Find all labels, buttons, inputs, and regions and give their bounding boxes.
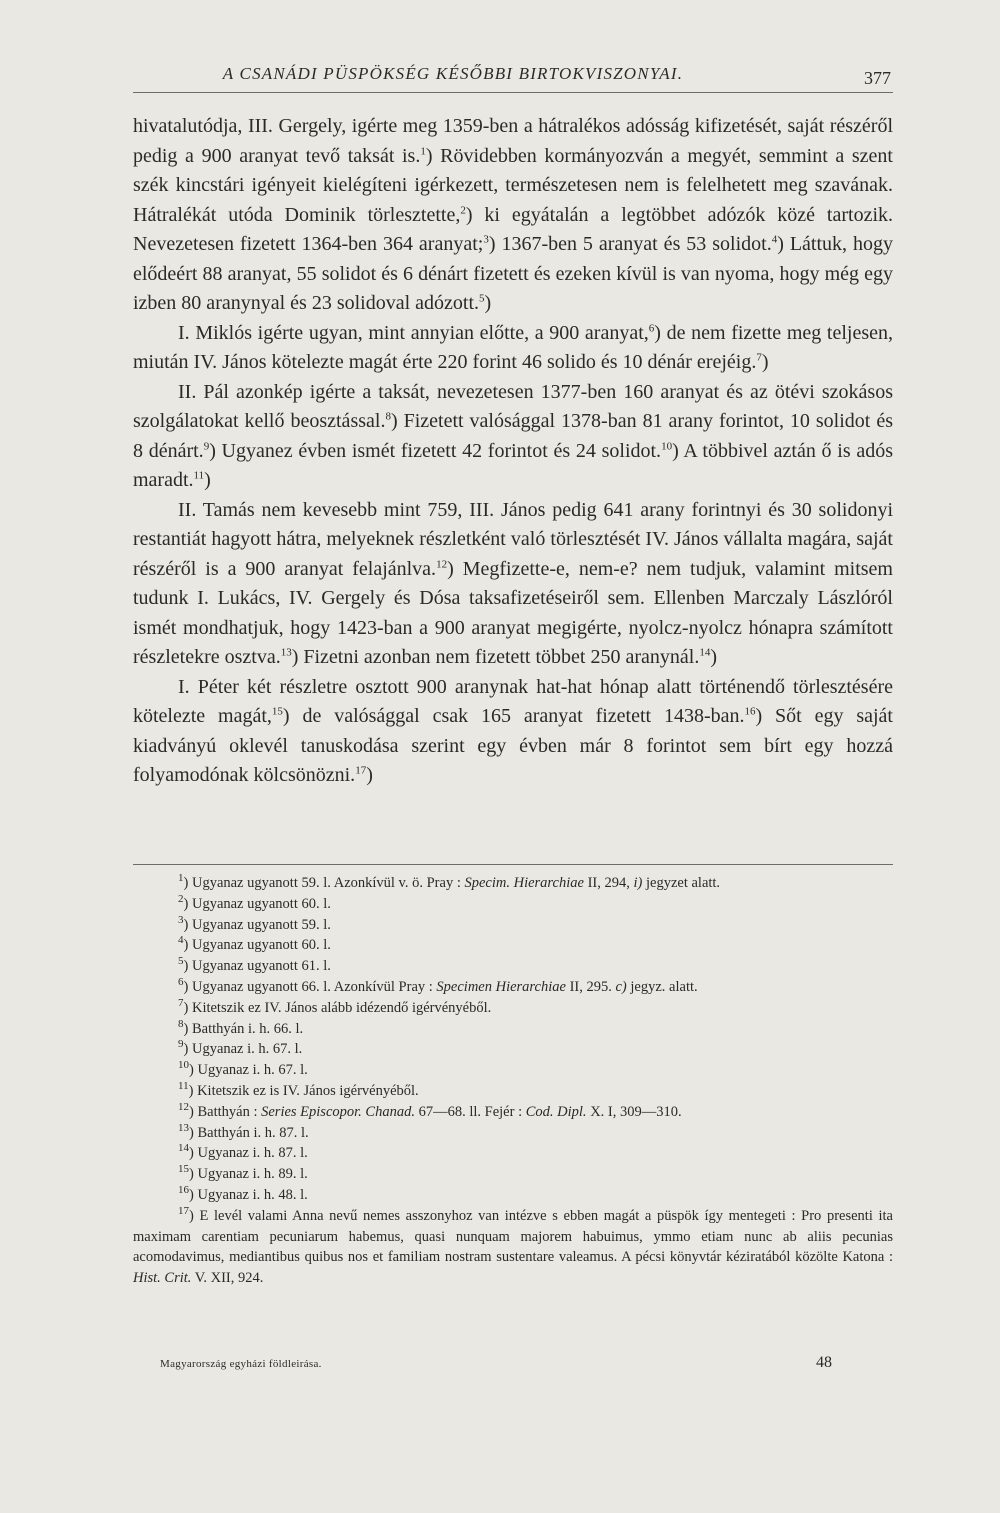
footnote-text: Ugyanaz ugyanott 59. l. Azonkívül v. ö. Pray : xyxy=(191,875,465,891)
text-run: I. Péter két részletre osztott 900 aranynak hat-hat hónap alatt történendő törlesztésére kötelezte magát, xyxy=(133,675,893,727)
footnote-ref: 1 xyxy=(420,144,426,157)
footnote-ref: 2 xyxy=(460,203,466,216)
text-run: hivatalutódja, III. Gergely, igérte meg 1359-ben a hátralékos adósság kifizetését, saját részéről pedig a 900 aranyat tevő taksát is. xyxy=(133,115,893,167)
footnote-ref: 13 xyxy=(280,646,292,659)
text-run: ) de nem fizette meg teljesen, miután IV. János kötelezte magát érte 220 forint 46 solido és 10 dénár erejéig. xyxy=(133,321,894,373)
footnote-text: Batthyán i. h. 87. l. xyxy=(197,1124,309,1141)
signature-mark: 48 xyxy=(816,1354,832,1371)
footnote-number: 10 xyxy=(178,1059,189,1072)
footnote-number: 1 xyxy=(178,872,184,885)
text-run: ) Ugyanez évben ismét fizetett 42 forintot és 24 solidot. xyxy=(209,439,662,462)
footnote-number: 7 xyxy=(178,996,184,1009)
footnote-text: Ugyanaz i. h. 48. l. xyxy=(197,1186,308,1203)
footnote-text: V. XII, 924. xyxy=(191,1270,264,1287)
footnote-divider xyxy=(133,864,893,865)
footnote-text: jegyz. alatt. xyxy=(626,978,698,995)
text-run: ) Láttuk, hogy elődeért 88 aranyat, 55 solidot és 6 dénárt fizetett és ezeken kívül is van nyoma, hogy még egy izben 80 aranynyal és 23 solidoval adózott. xyxy=(133,233,893,314)
footnote-ref: 15 xyxy=(271,705,283,718)
footnote-text: E levél valami Anna nevű nemes asszonyhoz van intézve s ebben magát a püspök így mentegeti : Pro presenti ita maximam carentiam pecuniarum habemus, quasi nunquam majorem habuimus, ymmo etiam nunc ab aliis pecunias acomodavimus, mediantibus quibus nos et familiam nostram sustentare valeamus. A pécsi könyvtár kéziratából közölte Katona : xyxy=(133,1207,893,1266)
footnote: $^{10}$) Ugyanaz i. h. 67. l. xyxy=(178,1059,308,1079)
page-number: 377 xyxy=(864,68,891,88)
footnote-ref: 4 xyxy=(771,233,778,246)
footnote-ref: 17 xyxy=(355,764,367,777)
footnote-number: 3 xyxy=(178,913,184,926)
footnote-text: X. I, 309—310. xyxy=(586,1103,682,1120)
footnote-text: Batthyán : xyxy=(197,1103,262,1120)
text-run: ) A többivel aztán ő is adós maradt. xyxy=(133,439,893,491)
paragraph-2 xyxy=(133,319,893,378)
footer-book-title: Magyarország egyházi földleirása. xyxy=(160,1358,322,1370)
footnote: $^4$) Ugyanaz ugyanott 60. l. xyxy=(178,934,331,954)
footnote-italic: Cod. Dipl. xyxy=(525,1103,587,1120)
footnote: $^{16}$) Ugyanaz i. h. 48. l. xyxy=(178,1184,308,1203)
footnote: $^{15}$) Ugyanaz i. h. 89. l. xyxy=(178,1163,308,1183)
footnote-number: 5 xyxy=(178,955,184,968)
text-run: ) 1367-ben 5 aranyat és 53 solidot. xyxy=(488,233,772,255)
footnote-ref: 8 xyxy=(385,410,391,423)
main-text xyxy=(133,112,893,791)
footnote-text: Batthyán i. h. 66. l. xyxy=(191,1020,304,1037)
footnote: $^{11}$) Kitetszik ez is IV. János igérvényéből. xyxy=(178,1080,419,1099)
footnote-text: Kitetszik ez is IV. János igérvényéből. xyxy=(197,1082,419,1099)
footnote-ref: 16 xyxy=(744,705,756,718)
footnote-text: jegyzet alatt. xyxy=(642,875,721,891)
footnote-text: 67—68. ll. Fejér : xyxy=(414,1103,526,1120)
footnote-number: 2 xyxy=(178,892,184,905)
text-run: ) Fizetett valósággal 1378-ban 81 arany forintot, 10 solidot és 8 dénárt. xyxy=(133,410,893,462)
footnote-italic: Specimen Hierarchiae xyxy=(436,978,566,995)
footnote: $^1$) Ugyanaz ugyanott 59. l. Azonkívül v. ö. Pray : Specim. Hierarchiae II, 294, i) jegyzet alatt. xyxy=(178,872,721,891)
footnote-ref: 12 xyxy=(436,557,448,570)
footnote-ref: 6 xyxy=(648,321,655,334)
footnote-text: Ugyanaz ugyanott 60. l. xyxy=(191,937,331,954)
text-run: ) xyxy=(484,292,492,314)
footnote-italic: Series Episcopor. Chanad. xyxy=(261,1103,415,1120)
footnote-ref: 11 xyxy=(193,469,205,482)
text-run: I. Miklós igérte ugyan, mint annyian előtte, a 900 aranyat, xyxy=(178,321,649,344)
footnote: $^{12}$) Batthyán : Series Episcopor. Chanad. 67—68. ll. Fejér : Cod. Dipl. X. I, 309—310. xyxy=(178,1100,682,1120)
text-run: ) Megfizette-e, nem-e? nem tudjuk, valamint mitsem tudunk I. Lukács, IV. Gergely és Dósa taksafizetéseiről sem. Ellenben Marczaly Lászlóról ismét mondhatjuk, hogy 1423-ban a 900 aranyat megigérte, nyolcz-nyolcz hónapra számított részletekre osztva. xyxy=(133,557,893,668)
footnote-ref: 10 xyxy=(661,439,673,452)
footnote: $^3$) Ugyanaz ugyanott 59. l. xyxy=(178,913,331,933)
text-run: ) Sőt egy saját kiadványú oklevél tanuskodása szerint egy évben már 8 forintot sem bírt egy hozzá folyamodónak kölcsönözni. xyxy=(133,705,893,786)
text-run: ) Fizetni azonban nem fizetett többet 250 aranynál. xyxy=(291,646,700,668)
footnote: $^2$) Ugyanaz ugyanott 60. l. xyxy=(178,892,331,912)
paragraph-3 xyxy=(133,378,893,496)
footnote-text: Kitetszik ez IV. János alább idézendő igérvényéből. xyxy=(191,999,492,1016)
footnote-number: 14 xyxy=(178,1142,189,1155)
footnote-text: Ugyanaz i. h. 87. l. xyxy=(197,1145,308,1162)
footnote-number: 17 xyxy=(178,1204,189,1217)
footnote: $^6$) Ugyanaz ugyanott 66. l. Azonkívül Pray : Specimen Hierarchiae II, 295. c) jegyz. alatt. xyxy=(178,976,698,995)
footnote-number: 13 xyxy=(178,1121,189,1134)
running-header xyxy=(133,62,893,93)
footnote-text: Ugyanaz i. h. 89. l. xyxy=(197,1166,308,1183)
footnote-text: Ugyanaz ugyanott 60. l. xyxy=(191,895,331,912)
footnote-number: 16 xyxy=(178,1184,189,1197)
footnote-number: 6 xyxy=(178,976,184,989)
text-run: ) ki egyátalán a legtöbbet adózók közé tartozik. Nevezetesen fizetett 1364-ben 364 aranyat; xyxy=(133,203,894,255)
footnote: $^{17}$) E levél valami Anna nevű nemes asszonyhoz van intézve s ebben magát a püspök így mentegeti : Pro presenti ita maximam carentiam pecuniarum habemus, quasi nunquam majorem habuimus, ymmo etiam nunc ab aliis pecunias acomodavimus, mediantibus quibus nos et familiam nostram sustentare valeamus. A pécsi könyvtár kéziratából közölte Katona : Hist. Crit. V. XII, 924. xyxy=(133,1204,893,1287)
text-run: ) xyxy=(710,646,718,668)
footnote-ref: 7 xyxy=(756,351,762,364)
footnote-text: II, 294, xyxy=(583,875,634,891)
footnote-ref: 14 xyxy=(699,646,711,659)
footnote-text: Ugyanaz i. h. 67. l. xyxy=(197,1062,308,1079)
footnote-number: 12 xyxy=(178,1100,189,1113)
footnote-text: Ugyanaz i. h. 67. l. xyxy=(191,1041,303,1058)
paragraph-5 xyxy=(133,673,893,791)
footnote-ref: 5 xyxy=(479,292,485,305)
footnote-italic: Hist. Crit. xyxy=(133,1270,192,1287)
footnote-number: 9 xyxy=(178,1038,184,1051)
footnote-number: 4 xyxy=(178,934,184,947)
text-run: ) xyxy=(761,351,769,373)
footnote-text: Ugyanaz ugyanott 61. l. xyxy=(191,958,331,975)
footnote-number: 8 xyxy=(178,1017,184,1030)
footnote-text: Ugyanaz ugyanott 66. l. Azonkívül Pray : xyxy=(191,978,437,995)
footnote: $^{14}$) Ugyanaz i. h. 87. l. xyxy=(178,1142,308,1162)
footnote-italic: c) xyxy=(615,978,627,995)
footnote-italic: Specim. Hierarchiae xyxy=(464,875,584,891)
footnote: $^5$) Ugyanaz ugyanott 61. l. xyxy=(178,955,331,975)
footnote-number: 15 xyxy=(178,1163,189,1176)
text-run: ) xyxy=(366,764,373,786)
footnote: $^7$) Kitetszik ez IV. János alább idézendő igérvényéből. xyxy=(178,996,492,1016)
footnote-number: 11 xyxy=(178,1080,189,1093)
footnote-ref: 9 xyxy=(203,439,210,452)
footnote-text: II, 295. xyxy=(565,978,616,995)
paragraph-4 xyxy=(133,496,893,673)
text-run: ) xyxy=(204,469,211,491)
footnote-text: Ugyanaz ugyanott 59. l. xyxy=(191,916,331,933)
footnote-italic: i) xyxy=(633,875,643,891)
footnotes xyxy=(133,873,893,1289)
footnote: $^9$) Ugyanaz i. h. 67. l. xyxy=(178,1038,303,1058)
running-title: A CSANÁDI PÜSPÖKSÉG KÉSŐBBI BIRTOKVISZONYAI. xyxy=(222,64,684,83)
paragraph-1 xyxy=(133,112,893,319)
text-run: II. Pál azonkép igérte a taksát, nevezetesen 1377-ben 160 aranyat és az ötévi szokásos szolgálatokat kellő beosztással. xyxy=(133,380,893,432)
text-run: II. Tamás nem kevesebb mint 759, III. János pedig 641 arany forintnyi és 30 solidonyi restantiát hagyott hátra, melyeknek részletként való törlesztését IV. János vállalta magára, saját részéről is a 900 aranyat felajánlva. xyxy=(133,498,893,580)
footnote: $^8$) Batthyán i. h. 66. l. xyxy=(178,1017,304,1037)
footnote-ref: 3 xyxy=(483,233,489,246)
text-run: ) de valósággal csak 165 aranyat fizetett 1438-ban. xyxy=(282,705,745,727)
text-run: ) Rövidebben kormányozván a megyét, semmint a szent szék kincstári igényeit kielégíteni igérkezett, természetesen nem is felelhetett meg szavának. Hátralékát utóda Dominik törlesztette, xyxy=(133,144,893,226)
footnote: $^{13}$) Batthyán i. h. 87. l. xyxy=(178,1121,309,1141)
